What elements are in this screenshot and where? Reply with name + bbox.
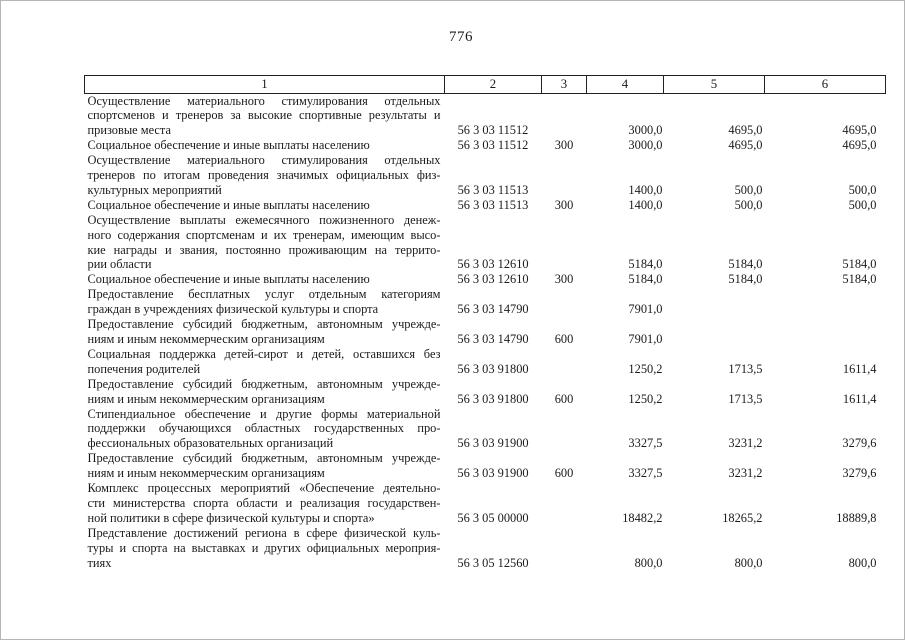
activity-name-cell bbox=[85, 377, 445, 407]
activity-name-line: тиях bbox=[87, 555, 112, 570]
activity-name-line: Осуществление материального стимулирования отдельных bbox=[87, 93, 441, 108]
amount-cell-col4: 18482,2 bbox=[622, 510, 663, 525]
activity-name-line: Комплекс процессных мероприятий «Обеспечение деятельно- bbox=[87, 481, 441, 496]
activity-name-line: ной политики в сфере физической культуры и спорта» bbox=[87, 510, 375, 525]
amount-cell-col6 bbox=[765, 287, 886, 317]
activity-name-line: кие награды и звания, постоянно проживающим на террито- bbox=[87, 242, 441, 257]
activity-name-line: ниям и иным некоммерческим организациям bbox=[87, 332, 325, 346]
amount-cell-col4: 3327,5 bbox=[628, 466, 663, 481]
table-row bbox=[85, 213, 886, 273]
amount-cell-col4: 7901,0 bbox=[628, 332, 663, 346]
column-header-3: 3 bbox=[542, 76, 587, 94]
amount-cell-col5: 1713,5 bbox=[728, 391, 763, 406]
amount-cell-col4: 3327,5 bbox=[628, 436, 663, 451]
code-cell: 56 3 03 91900 bbox=[457, 436, 529, 451]
activity-name-line: призовые места bbox=[87, 123, 171, 138]
expense-type-cell bbox=[542, 481, 587, 526]
activity-name-line: Осуществление материального стимулирования отдельных bbox=[87, 153, 441, 168]
activity-name-cell bbox=[85, 317, 445, 347]
amount-cell-col5: 4695,0 bbox=[728, 123, 763, 138]
expense-type-cell bbox=[542, 407, 587, 452]
amount-cell-col4: 800,0 bbox=[634, 555, 663, 570]
amount-cell-col4: 3000,0 bbox=[628, 123, 663, 138]
expense-type-cell bbox=[542, 526, 587, 571]
amount-cell-col4: 1250,2 bbox=[628, 361, 663, 376]
activity-name-line: Предоставление субсидий бюджетным, автономным учрежде- bbox=[87, 317, 441, 332]
amount-cell-col6: 1611,4 bbox=[842, 361, 877, 376]
activity-name-line: тренеров по итогам проведения значимых официальных физ- bbox=[87, 168, 441, 183]
expense-type-cell: 600 bbox=[554, 332, 574, 346]
amount-cell-col4: 5184,0 bbox=[628, 272, 663, 287]
activity-name-cell bbox=[85, 287, 445, 317]
activity-name-line: поддержки обучающихся областных государственных про- bbox=[87, 421, 441, 436]
activity-name-cell bbox=[85, 451, 445, 481]
activity-name-cell bbox=[85, 481, 445, 526]
expense-type-cell bbox=[542, 213, 587, 273]
activity-name-line: туры и спорта на выставках и других официальных мероприя- bbox=[87, 540, 441, 555]
table-row bbox=[85, 153, 886, 198]
amount-cell-col6: 500,0 bbox=[848, 197, 877, 212]
column-header-4: 4 bbox=[587, 76, 664, 94]
amount-cell-col6: 3279,6 bbox=[842, 466, 877, 481]
code-cell: 56 3 03 12610 bbox=[457, 272, 529, 287]
amount-cell-col4: 3000,0 bbox=[628, 138, 663, 153]
activity-name-line: Социальная поддержка детей-сирот и детей, оставшихся без bbox=[87, 346, 441, 361]
activity-name-line: фессиональных образовательных организаций bbox=[87, 436, 334, 451]
amount-cell-col6: 800,0 bbox=[848, 555, 877, 570]
expense-type-cell bbox=[542, 347, 587, 377]
amount-cell-col6: 18889,8 bbox=[836, 510, 877, 525]
table-row bbox=[85, 377, 886, 407]
code-cell: 56 3 03 14790 bbox=[457, 302, 529, 317]
column-header-5: 5 bbox=[664, 76, 765, 94]
activity-name-line: культурных мероприятий bbox=[87, 182, 222, 197]
expense-type-cell bbox=[542, 287, 587, 317]
activity-name-line: ного содержания спортсменам и их тренерам, имеющим высо- bbox=[87, 227, 441, 242]
amount-cell-col6: 1611,4 bbox=[842, 391, 877, 406]
page-number: 776 bbox=[449, 29, 473, 45]
table-row bbox=[85, 526, 886, 571]
amount-cell-col5: 5184,0 bbox=[728, 257, 763, 272]
activity-name-line: Социальное обеспечение и иные выплаты населению bbox=[87, 197, 370, 212]
table-row bbox=[85, 317, 886, 347]
code-cell: 56 3 03 11513 bbox=[457, 197, 529, 212]
expense-type-cell: 600 bbox=[554, 391, 574, 406]
amount-cell-col4: 7901,0 bbox=[628, 302, 663, 317]
expense-type-cell: 300 bbox=[554, 272, 574, 287]
amount-cell-col5: 500,0 bbox=[734, 197, 763, 212]
activity-name-cell bbox=[85, 213, 445, 273]
activity-name-line: рии области bbox=[87, 257, 152, 272]
activity-name-line: попечения родителей bbox=[87, 361, 201, 376]
code-cell: 56 3 03 11513 bbox=[457, 182, 529, 197]
amount-cell-col6: 500,0 bbox=[848, 182, 877, 197]
activity-name-line: ниям и иным некоммерческим организациям bbox=[87, 466, 325, 481]
amount-cell-col6: 3279,6 bbox=[842, 436, 877, 451]
activity-name-line: спортсменов и тренеров за высокие спортивные результаты и bbox=[87, 108, 441, 123]
activity-name-line: Стипендиальное обеспечение и другие формы материальной bbox=[87, 406, 441, 421]
activity-name-cell bbox=[85, 526, 445, 571]
table-row bbox=[85, 451, 886, 481]
amount-cell-col5 bbox=[664, 317, 765, 347]
amount-cell-col6 bbox=[765, 317, 886, 347]
amount-cell-col5: 5184,0 bbox=[728, 272, 763, 287]
activity-name-cell bbox=[85, 153, 445, 198]
table-row bbox=[85, 481, 886, 526]
amount-cell-col4: 1400,0 bbox=[628, 182, 663, 197]
code-cell: 56 3 05 00000 bbox=[457, 510, 529, 525]
code-cell: 56 3 03 11512 bbox=[457, 138, 529, 153]
activity-name-line: Предоставление субсидий бюджетным, автономным учрежде- bbox=[87, 376, 441, 391]
expense-type-cell: 300 bbox=[554, 197, 574, 212]
column-header-1: 1 bbox=[85, 76, 445, 94]
activity-name-line: Предоставление субсидий бюджетным, автономным учрежде- bbox=[87, 451, 441, 466]
code-cell: 56 3 03 91800 bbox=[457, 391, 529, 406]
amount-cell-col5: 18265,2 bbox=[722, 510, 763, 525]
code-cell: 56 3 03 14790 bbox=[457, 332, 529, 346]
amount-cell-col5: 1713,5 bbox=[728, 361, 763, 376]
expense-type-cell: 300 bbox=[554, 138, 574, 153]
table-header bbox=[85, 76, 886, 94]
amount-cell-col6: 4695,0 bbox=[842, 123, 877, 138]
activity-name-cell bbox=[85, 407, 445, 452]
amount-cell-col5: 500,0 bbox=[734, 182, 763, 197]
activity-name-line: Осуществление выплаты ежемесячного пожизненного денеж- bbox=[87, 212, 441, 227]
activity-name-line: сти министерства спорта области и реализация государствен- bbox=[87, 495, 441, 510]
activity-name-cell bbox=[85, 138, 445, 153]
table-row bbox=[85, 287, 886, 317]
table-row bbox=[85, 93, 886, 138]
amount-cell-col4: 5184,0 bbox=[628, 257, 663, 272]
activity-name-line: Социальное обеспечение и иные выплаты населению bbox=[87, 138, 370, 153]
amount-cell-col5: 3231,2 bbox=[728, 466, 763, 481]
expense-type-cell bbox=[542, 153, 587, 198]
column-header-2: 2 bbox=[445, 76, 542, 94]
budget-table bbox=[84, 75, 886, 571]
activity-name-line: Предоставление бесплатных услуг отдельным категориям bbox=[87, 287, 441, 302]
table-row bbox=[85, 347, 886, 377]
table-row bbox=[85, 407, 886, 452]
table-header-row bbox=[85, 76, 886, 94]
code-cell: 56 3 03 91800 bbox=[457, 361, 529, 376]
amount-cell-col6: 5184,0 bbox=[842, 257, 877, 272]
amount-cell-col5: 3231,2 bbox=[728, 436, 763, 451]
table-row bbox=[85, 198, 886, 213]
amount-cell-col6: 5184,0 bbox=[842, 272, 877, 287]
expense-type-cell bbox=[542, 93, 587, 138]
expense-type-cell: 600 bbox=[554, 466, 574, 481]
amount-cell-col6: 4695,0 bbox=[842, 138, 877, 153]
activity-name-cell bbox=[85, 347, 445, 377]
activity-name-line: Представление достижений региона в сфере физической куль- bbox=[87, 525, 441, 540]
amount-cell-col5: 800,0 bbox=[734, 555, 763, 570]
table-body bbox=[85, 93, 886, 571]
activity-name-cell bbox=[85, 272, 445, 287]
table-row bbox=[85, 272, 886, 287]
amount-cell-col5 bbox=[664, 287, 765, 317]
code-cell: 56 3 05 12560 bbox=[457, 555, 529, 570]
amount-cell-col5: 4695,0 bbox=[728, 138, 763, 153]
activity-name-line: ниям и иным некоммерческим организациям bbox=[87, 391, 325, 406]
code-cell: 56 3 03 91900 bbox=[457, 466, 529, 481]
activity-name-line: Социальное обеспечение и иные выплаты населению bbox=[87, 272, 370, 287]
code-cell: 56 3 03 12610 bbox=[457, 257, 529, 272]
code-cell: 56 3 03 11512 bbox=[457, 123, 529, 138]
activity-name-cell bbox=[85, 198, 445, 213]
activity-name-line: граждан в учреждениях физической культуры и спорта bbox=[87, 302, 379, 317]
column-header-6: 6 bbox=[765, 76, 886, 94]
table-row bbox=[85, 138, 886, 153]
activity-name-cell bbox=[85, 93, 445, 138]
amount-cell-col4: 1400,0 bbox=[628, 197, 663, 212]
amount-cell-col4: 1250,2 bbox=[628, 391, 663, 406]
